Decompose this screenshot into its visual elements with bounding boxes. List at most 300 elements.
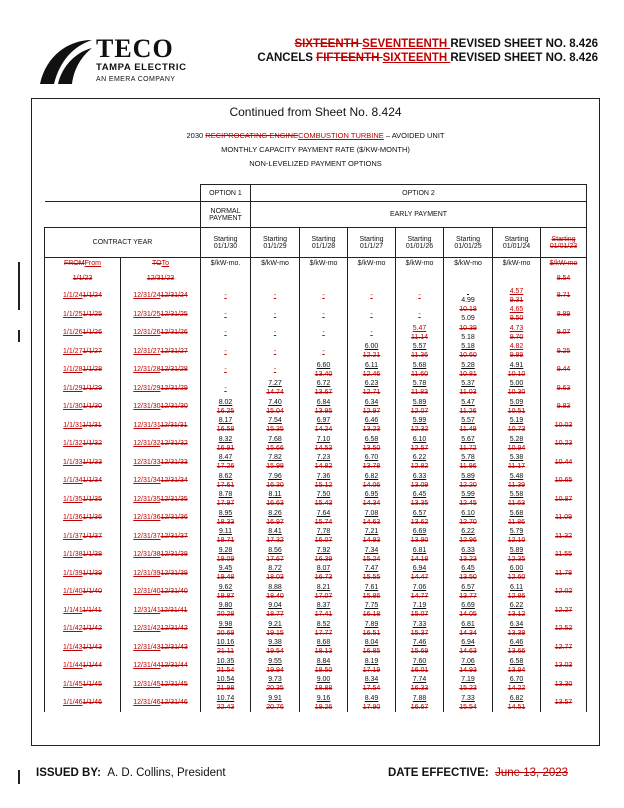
rate-cell: 9.21 19.15 — [251, 620, 300, 639]
rate-cell: - — [300, 342, 348, 361]
rate-cell: - — [201, 305, 251, 324]
rate-cell — [396, 270, 444, 287]
rate-cell: 12.27 — [541, 601, 587, 620]
rate-cell: 7.68 15.66 — [251, 435, 300, 454]
blank-corner — [45, 185, 201, 202]
table-row — [45, 657, 587, 676]
rate-cell: 8.17 16.58 — [201, 416, 251, 435]
rate-cell: - — [201, 361, 251, 380]
date-effective — [388, 767, 568, 779]
to-cell: 12/31/2512/31/25 — [121, 305, 201, 324]
rate-cell: - — [396, 305, 444, 324]
rate-cell: 9.98 20.69 — [201, 620, 251, 639]
rate-cell: 8.32 16.91 — [201, 435, 251, 454]
table-row — [45, 546, 587, 565]
table-row — [45, 342, 587, 361]
rate-cell: 4.91 10.10 — [493, 361, 541, 380]
to-cell: 12/31/3812/31/38 — [121, 546, 201, 565]
rate-cell: 7.61 15.86 — [348, 583, 396, 602]
rate-cell: 9.07 — [541, 324, 587, 343]
issued-by — [36, 767, 226, 779]
new-cancel: SIXTEENTH — [382, 52, 451, 64]
rate-cell: 6.95 14.34 — [348, 490, 396, 509]
table-row — [45, 583, 587, 602]
table-subtitle-2: NON-LEVELIZED PAYMENT OPTIONS — [249, 159, 382, 168]
rate-cell: 6.70 14.22 — [493, 675, 541, 694]
rate-cell: 5.79 12.10 — [493, 527, 541, 546]
revision-bar — [18, 330, 20, 342]
from-cell: 1/1/251/1/25 — [45, 305, 121, 324]
unit-header: $/kW-mo — [348, 258, 396, 270]
rate-cell: 7.64 15.74 — [300, 509, 348, 528]
to-cell: 12/31/2612/31/26 — [121, 324, 201, 343]
rate-cell: 5.48 11.39 — [493, 472, 541, 491]
from-cell: 1/1/291/1/29 — [45, 379, 121, 398]
rate-cell: - — [396, 287, 444, 306]
rate-cell: 6.57 13.77 — [444, 583, 493, 602]
rate-cell: 8.04 16.85 — [348, 638, 396, 657]
rate-cell: - — [251, 324, 300, 343]
rate-cell: 6.33 13.23 — [444, 546, 493, 565]
to-cell: 12/31/4412/31/44 — [121, 657, 201, 676]
rate-cell: 7.46 15.69 — [396, 638, 444, 657]
rate-cell: 10.44 — [541, 453, 587, 472]
rate-cell: 8.07 16.73 — [300, 564, 348, 583]
rate-cell: 6.84 13.95 — [300, 398, 348, 417]
rate-cell: 8.56 17.67 — [251, 546, 300, 565]
rate-cell: 6.94 14.47 — [396, 564, 444, 583]
rate-cell: 6.34 13.39 — [493, 620, 541, 639]
rate-cell: 6.00 12.60 — [493, 564, 541, 583]
rate-cell: 5.57 11.36 — [396, 342, 444, 361]
rate-cell: - — [348, 287, 396, 306]
rate-cell: 5.00 10.30 — [493, 379, 541, 398]
rate-table — [44, 184, 587, 712]
rate-cell: 12.77 — [541, 638, 587, 657]
title-new: COMBUSTION TURBINE — [298, 131, 384, 140]
table-row — [45, 638, 587, 657]
rate-cell: 7.36 15.12 — [300, 472, 348, 491]
rate-cell: 8.72 18.03 — [251, 564, 300, 583]
rate-cell: 10.87 — [541, 490, 587, 509]
rate-cell: 11.78 — [541, 564, 587, 583]
rate-cell: 7.27 14.74 — [251, 379, 300, 398]
rate-cell: 4.57 9.31 — [493, 287, 541, 306]
table-row — [45, 620, 587, 639]
from-cell: 1/1/381/1/38 — [45, 546, 121, 565]
table-row — [45, 472, 587, 491]
from-cell: 1/1/401/1/40 — [45, 583, 121, 602]
table-row — [45, 601, 587, 620]
rate-cell: 6.45 13.50 — [444, 564, 493, 583]
from-cell: 1/1/321/1/32 — [45, 435, 121, 454]
rate-cell: 8.11 16.63 — [251, 490, 300, 509]
rate-cell: 13.57 — [541, 694, 587, 713]
rate-cell: 7.60 16.01 — [396, 657, 444, 676]
rate-cell: 5.58 11.63 — [493, 490, 541, 509]
rate-cell: 8.47 17.26 — [201, 453, 251, 472]
rate-cell: 9.55 19.94 — [251, 657, 300, 676]
rate-cell: 8.41 17.32 — [251, 527, 300, 546]
rate-cell: 6.81 14.18 — [396, 546, 444, 565]
old-cancel: FIFTEENTH — [316, 52, 383, 64]
rate-cell: 7.47 15.55 — [348, 564, 396, 583]
rate-cell: 9.73 20.35 — [251, 675, 300, 694]
rate-cell: 6.22 12.82 — [396, 453, 444, 472]
revision-bar — [18, 262, 20, 310]
rate-cell: - — [201, 342, 251, 361]
rate-cell: 13.30 — [541, 675, 587, 694]
rate-cell — [300, 270, 348, 287]
from-cell: 1/1/451/1/45 — [45, 675, 121, 694]
unit-header: $/kW-mo — [396, 258, 444, 270]
normal-payment-header: NORMAL PAYMENT — [201, 202, 251, 228]
from-cell: 1/1/411/1/41 — [45, 601, 121, 620]
cancel-text: REVISED SHEET NO. 8.426 — [450, 52, 598, 64]
rate-cell: 5.68 11.86 — [493, 509, 541, 528]
rate-cell: 5.89 12.20 — [444, 472, 493, 491]
rate-cell: - — [201, 287, 251, 306]
issued-label: ISSUED BY: — [36, 767, 101, 779]
rate-cell: 8.26 16.97 — [251, 509, 300, 528]
rate-cell: 7.34 15.24 — [348, 546, 396, 565]
rate-cell: 8.49 17.90 — [348, 694, 396, 713]
rate-sheet-frame — [31, 98, 600, 746]
rate-cell — [444, 270, 493, 287]
rate-cell: 9.83 — [541, 398, 587, 417]
teco-logo — [38, 34, 188, 90]
from-cell: 1/1/271/1/27 — [45, 342, 121, 361]
rate-cell: 6.23 12.71 — [348, 379, 396, 398]
start-date-header: Starting 01/01/26 — [396, 228, 444, 258]
rate-cell: 7.19 15.07 — [396, 601, 444, 620]
continued-note: Continued from Sheet No. 8.424 — [229, 105, 402, 119]
contract-year-header: CONTRACT YEAR — [45, 228, 201, 258]
revision-bar — [18, 770, 20, 784]
rate-cell: 7.92 16.39 — [300, 546, 348, 565]
rate-cell: 8.19 17.19 — [348, 657, 396, 676]
rate-cell: 7.78 16.07 — [300, 527, 348, 546]
to-cell: 12/31/3712/31/37 — [121, 527, 201, 546]
rate-cell: 8.95 18.33 — [201, 509, 251, 528]
rate-cell: 6.58 13.94 — [493, 657, 541, 676]
rate-cell: - — [300, 305, 348, 324]
to-cell: 12/31/4212/31/42 — [121, 620, 201, 639]
rate-cell: 5.28 10.94 — [493, 435, 541, 454]
rate-cell — [251, 270, 300, 287]
rate-cell: 6.22 13.12 — [493, 601, 541, 620]
to-cell: 12/31/4312/31/43 — [121, 638, 201, 657]
to-cell: 12/31/2912/31/29 — [121, 379, 201, 398]
rate-cell: - — [300, 324, 348, 343]
rate-cell: 7.06 14.93 — [444, 657, 493, 676]
rate-cell: - — [251, 342, 300, 361]
to-cell: 12/31/4612/31/46 — [121, 694, 201, 713]
rate-cell: 6.70 13.78 — [348, 453, 396, 472]
table-row — [45, 361, 587, 380]
from-cell: 1/1/331/1/33 — [45, 453, 121, 472]
rate-cell: 7.40 15.04 — [251, 398, 300, 417]
option2-header: OPTION 2 — [251, 185, 587, 202]
rate-cell: 5.99 12.32 — [396, 416, 444, 435]
from-cell: 1/1/311/1/31 — [45, 416, 121, 435]
to-cell: 12/31/3512/31/35 — [121, 490, 201, 509]
unit-header: $/kW-mo — [300, 258, 348, 270]
rate-cell: 8.02 16.25 — [201, 398, 251, 417]
rate-cell: - — [201, 379, 251, 398]
start-date-header: Starting 01/01/25 — [444, 228, 493, 258]
rate-cell: 9.62 19.87 — [201, 583, 251, 602]
title-old: RECIPROCATING ENGINE — [205, 131, 299, 140]
rate-cell: 6.69 14.05 — [444, 601, 493, 620]
rate-cell: 4.65 9.50 — [493, 305, 541, 324]
table-row — [45, 305, 587, 324]
rate-cell: 10.65 — [541, 472, 587, 491]
start-date-header: Starting 01/1/30 — [201, 228, 251, 258]
table-row — [45, 564, 587, 583]
from-cell: 1/1/281/1/28 — [45, 361, 121, 380]
rate-cell: 5.67 11.72 — [444, 435, 493, 454]
rate-cell: 11.32 — [541, 527, 587, 546]
to-cell: 12/31/4012/31/40 — [121, 583, 201, 602]
rate-cell: - — [251, 305, 300, 324]
rate-cell: 7.33 15.37 — [396, 620, 444, 639]
rate-cell: 6.10 12.70 — [444, 509, 493, 528]
to-cell: 12/31/4512/31/45 — [121, 675, 201, 694]
rate-cell: 9.11 18.71 — [201, 527, 251, 546]
rate-cell: 9.63 — [541, 379, 587, 398]
table-row — [45, 435, 587, 454]
from-cell: 1/1/371/1/37 — [45, 527, 121, 546]
from-cell: 1/1/461/1/46 — [45, 694, 121, 713]
logo-tagline: AN EMERA COMPANY — [96, 76, 176, 83]
rate-cell: 4.82 9.89 — [493, 342, 541, 361]
from-cell: 1/1/361/1/36 — [45, 509, 121, 528]
table-row — [45, 527, 587, 546]
rate-cell: 5.78 11.83 — [396, 379, 444, 398]
rate-cell: 8.68 18.13 — [300, 638, 348, 657]
rate-cell: 9.00 18.88 — [300, 675, 348, 694]
rate-cell: 8.71 — [541, 287, 587, 306]
table-row — [45, 509, 587, 528]
rate-cell: 7.54 15.35 — [251, 416, 300, 435]
unit-header: $/kW-mo — [541, 258, 587, 270]
rate-cell: 5.68 11.60 — [396, 361, 444, 380]
table-row — [45, 416, 587, 435]
rate-cell: 10.23 — [541, 435, 587, 454]
option1-header: OPTION 1 — [201, 185, 251, 202]
from-cell: 1/1/301/1/30 — [45, 398, 121, 417]
rate-cell: 10.54 21.98 — [201, 675, 251, 694]
rate-cell: 8.52 17.77 — [300, 620, 348, 639]
rate-cell: 6.69 13.90 — [396, 527, 444, 546]
rate-cell: 6.57 13.62 — [396, 509, 444, 528]
to-cell: 12/31/23 — [121, 270, 201, 287]
to-cell: 12/31/3912/31/39 — [121, 564, 201, 583]
rate-cell: 9.45 19.48 — [201, 564, 251, 583]
start-date-header: Starting 01/1/29 — [251, 228, 300, 258]
rate-cell: 5.78 11.96 — [444, 453, 493, 472]
to-cell: 12/31/2412/31/24 — [121, 287, 201, 306]
rate-cell: - — [348, 324, 396, 343]
rate-cell: - — [300, 287, 348, 306]
rate-cell: 9.04 18.77 — [251, 601, 300, 620]
rate-cell: 7.75 16.18 — [348, 601, 396, 620]
from-cell: 1/1/391/1/39 — [45, 564, 121, 583]
rate-cell: 5.09 10.51 — [493, 398, 541, 417]
rate-cell: 8.84 18.50 — [300, 657, 348, 676]
effective-label: DATE EFFECTIVE: — [388, 767, 489, 779]
rate-cell: 4.99 — [444, 287, 493, 306]
rate-cell: 10.39 5.18 — [444, 324, 493, 343]
rate-cell: 8.21 17.07 — [300, 583, 348, 602]
rate-cell: 9.25 — [541, 342, 587, 361]
rate-cell: 8.88 18.40 — [251, 583, 300, 602]
rate-cell: 6.60 13.40 — [300, 361, 348, 380]
table-subtitle: MONTHLY CAPACITY PAYMENT RATE ($/KW-MONTH) — [221, 145, 410, 154]
unit-header: $/kW-mo — [493, 258, 541, 270]
start-date-header: Starting 01/01/23 — [541, 228, 587, 258]
rate-cell: 8.89 — [541, 305, 587, 324]
revision-text: REVISED SHEET NO. 8.426 — [450, 38, 598, 50]
rate-cell: 6.97 14.24 — [300, 416, 348, 435]
table-row — [45, 270, 587, 287]
table-row — [45, 324, 587, 343]
table-row — [45, 490, 587, 509]
to-cell: 12/31/4112/31/41 — [121, 601, 201, 620]
rate-cell: 7.74 16.33 — [396, 675, 444, 694]
from-cell: 1/1/23 — [45, 270, 121, 287]
rate-cell: 8.34 17.54 — [348, 675, 396, 694]
rate-cell: 6.82 14.51 — [493, 694, 541, 713]
rate-cell: 13.03 — [541, 657, 587, 676]
unit-header: $/kW-mo — [444, 258, 493, 270]
sheet-revision-line — [294, 38, 598, 50]
rate-cell: 5.47 11.14 — [396, 324, 444, 343]
unit-header: $/kW-mo — [251, 258, 300, 270]
rate-cell: 6.11 12.46 — [348, 361, 396, 380]
rate-cell: 9.16 19.26 — [300, 694, 348, 713]
rate-cell: 5.18 10.60 — [444, 342, 493, 361]
rate-cell: 7.23 14.82 — [300, 453, 348, 472]
title-year: 2030 — [186, 131, 206, 140]
new-revision: SEVENTEENTH — [362, 38, 451, 50]
rate-cell: 11.09 — [541, 509, 587, 528]
rate-cell: 5.37 11.03 — [444, 379, 493, 398]
to-header: TOTo — [121, 258, 201, 270]
rate-cell: 6.58 13.50 — [348, 435, 396, 454]
start-date-header: Starting 01/1/27 — [348, 228, 396, 258]
rate-cell: 8.78 17.97 — [201, 490, 251, 509]
rate-cell: 7.96 16.30 — [251, 472, 300, 491]
table-row — [45, 379, 587, 398]
rate-cell: 6.82 14.06 — [348, 472, 396, 491]
to-cell: 12/31/3112/31/31 — [121, 416, 201, 435]
rate-cell: 4.73 9.70 — [493, 324, 541, 343]
rate-cell: 5.99 12.45 — [444, 490, 493, 509]
rate-cell: 7.33 15.54 — [444, 694, 493, 713]
rate-cell: 10.74 22.43 — [201, 694, 251, 713]
cancels-line — [257, 52, 598, 64]
start-date-header: Starting 01/01/24 — [493, 228, 541, 258]
table-row — [45, 675, 587, 694]
rate-cell: 5.47 11.26 — [444, 398, 493, 417]
logo-subtitle: TAMPA ELECTRIC — [96, 62, 187, 73]
rate-cell: - — [348, 305, 396, 324]
rate-cell: 10.18 5.09 — [444, 305, 493, 324]
rate-cell: 7.06 14.77 — [396, 583, 444, 602]
logo-wordmark: TECO — [96, 34, 174, 63]
from-cell: 1/1/351/1/35 — [45, 490, 121, 509]
teco-swoosh-icon — [38, 34, 94, 86]
rate-cell: 6.45 13.35 — [396, 490, 444, 509]
start-date-header: Starting 01/1/28 — [300, 228, 348, 258]
from-cell: 1/1/261/1/26 — [45, 324, 121, 343]
table-row — [45, 398, 587, 417]
rate-cell: 5.89 12.35 — [493, 546, 541, 565]
rate-cell: 6.46 13.23 — [348, 416, 396, 435]
rate-cell: 7.21 14.93 — [348, 527, 396, 546]
rate-cell: 8.37 17.41 — [300, 601, 348, 620]
from-cell: 1/1/431/1/43 — [45, 638, 121, 657]
rate-cell: 10.16 21.11 — [201, 638, 251, 657]
table-row — [45, 694, 587, 713]
to-cell: 12/31/3212/31/32 — [121, 435, 201, 454]
rate-cell: 6.81 14.34 — [444, 620, 493, 639]
rate-cell: 9.44 — [541, 361, 587, 380]
issued-by-value: A. D. Collins, President — [107, 767, 226, 779]
title-rest: – AVOIDED UNIT — [383, 131, 445, 140]
blank-corner-2 — [45, 202, 201, 228]
old-revision: SIXTEENTH — [294, 38, 363, 50]
rate-cell: 7.10 14.53 — [300, 435, 348, 454]
from-header: FROMFrom — [45, 258, 121, 270]
rate-cell: 6.00 12.21 — [348, 342, 396, 361]
to-cell: 12/31/3612/31/36 — [121, 509, 201, 528]
rate-cell: 7.19 15.23 — [444, 675, 493, 694]
to-cell: 12/31/2712/31/27 — [121, 342, 201, 361]
rate-cell: 5.19 10.73 — [493, 416, 541, 435]
table-row — [45, 287, 587, 306]
rate-cell: 9.80 20.28 — [201, 601, 251, 620]
table-row — [45, 453, 587, 472]
from-cell: 1/1/341/1/34 — [45, 472, 121, 491]
rate-cell: 7.50 15.43 — [300, 490, 348, 509]
rate-cell: 10.35 21.54 — [201, 657, 251, 676]
rate-cell: 6.22 12.96 — [444, 527, 493, 546]
from-cell: 1/1/421/1/42 — [45, 620, 121, 639]
to-cell: 12/31/3312/31/33 — [121, 453, 201, 472]
rate-cell: 6.46 13.66 — [493, 638, 541, 657]
rate-cell: 5.89 12.07 — [396, 398, 444, 417]
rate-cell: 6.94 14.63 — [444, 638, 493, 657]
rate-cell: 10.03 — [541, 416, 587, 435]
rate-cell: 8.54 — [541, 270, 587, 287]
rate-cell: 9.91 20.76 — [251, 694, 300, 713]
rate-cell: 11.55 — [541, 546, 587, 565]
effective-date-value: June 13, 2023 — [495, 767, 569, 779]
rate-cell: 12.02 — [541, 583, 587, 602]
rate-cell: 5.57 11.49 — [444, 416, 493, 435]
rate-cell: 7.89 16.51 — [348, 620, 396, 639]
rate-cell: 6.11 12.86 — [493, 583, 541, 602]
rate-cell: 7.08 14.63 — [348, 509, 396, 528]
early-payment-header: EARLY PAYMENT — [251, 202, 587, 228]
rate-cell: 7.82 15.98 — [251, 453, 300, 472]
from-cell: 1/1/241/1/24 — [45, 287, 121, 306]
rate-cell — [201, 270, 251, 287]
from-cell: 1/1/441/1/44 — [45, 657, 121, 676]
